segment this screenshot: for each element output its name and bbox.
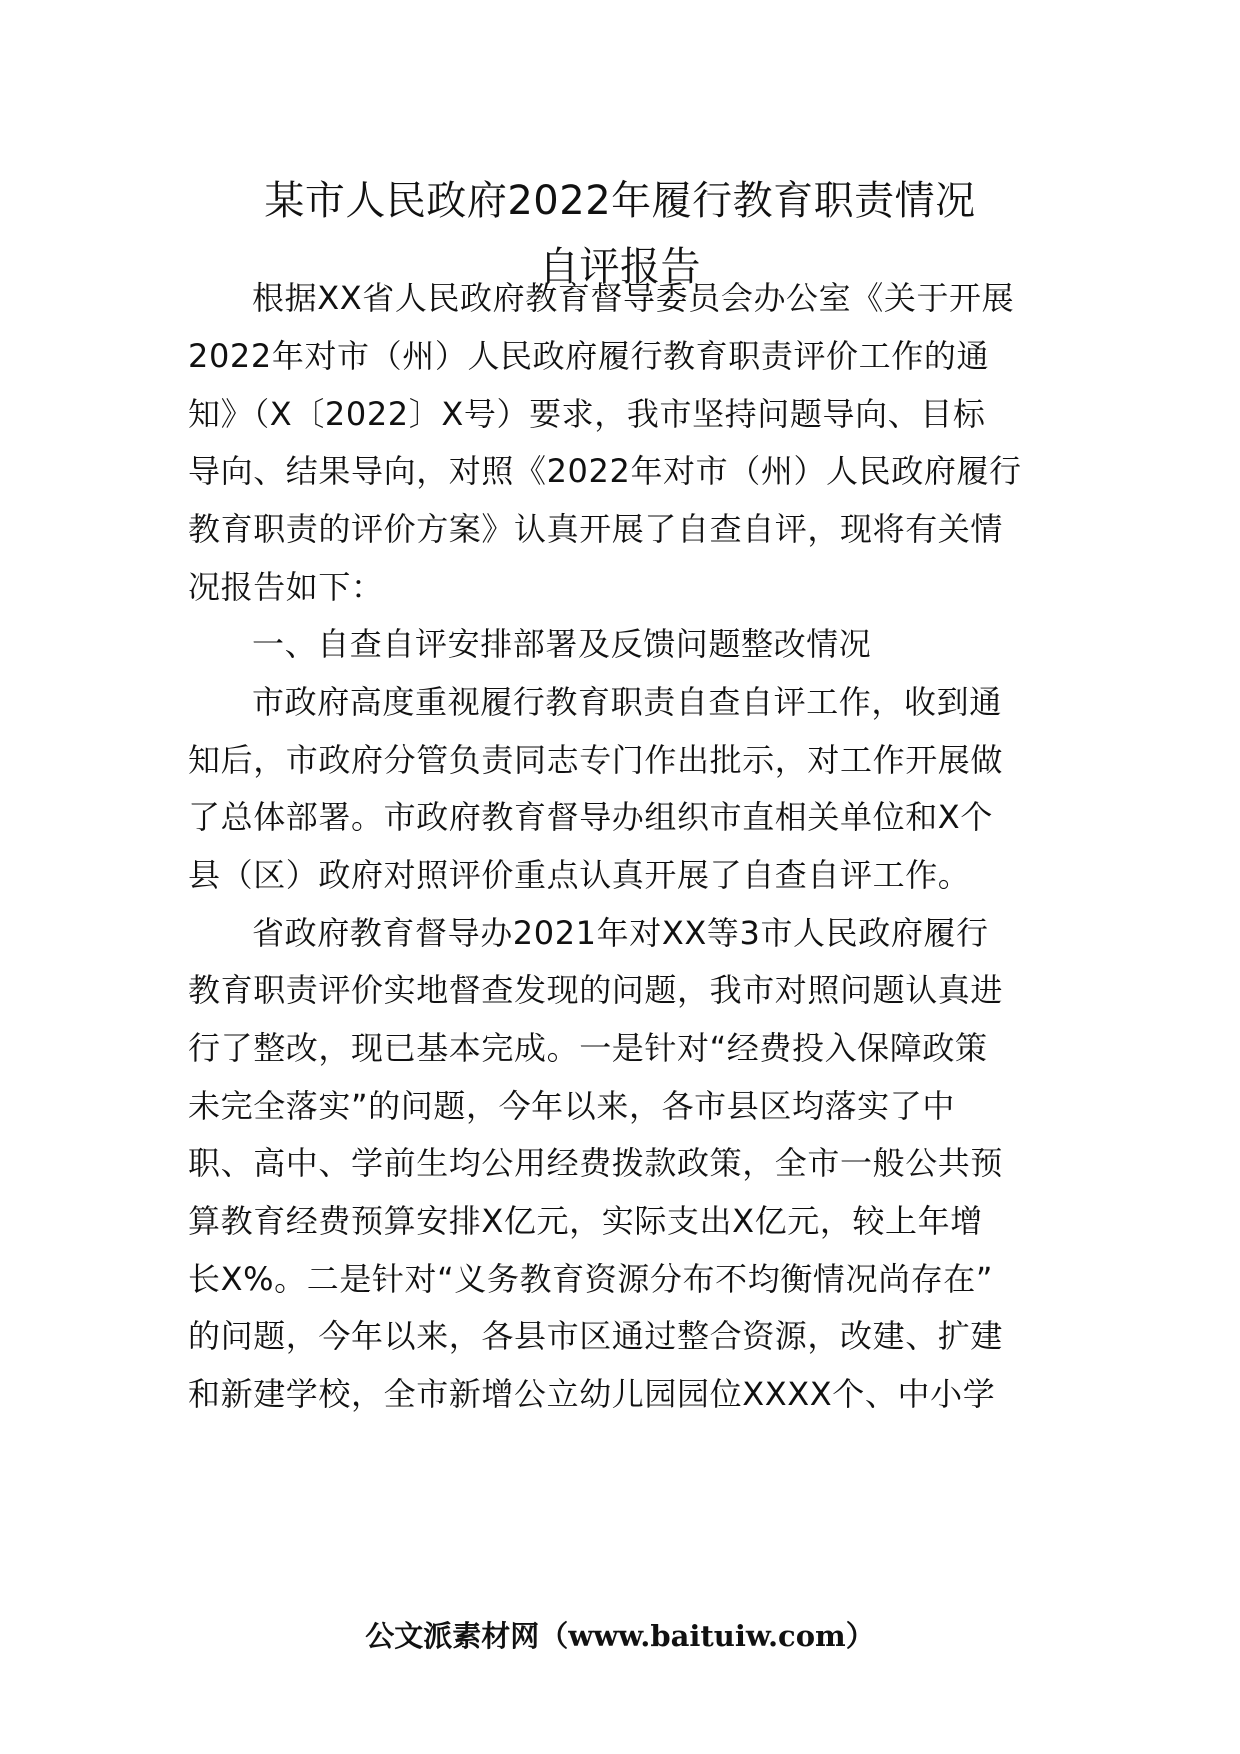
body-line: 行了整改，现已基本完成。一是针对“经费投入保障政策	[188, 1029, 988, 1067]
document-title-line-2: 自评报告	[539, 244, 701, 290]
body-line: 职、高中、学前生均公用经费拨款政策，全市一般公共预	[188, 1144, 1004, 1182]
body-line: 知后，市政府分管负责同志专门作出批示，对工作开展做	[188, 741, 1004, 779]
body-line: 教育职责的评价方案》认真开展了自查自评，现将有关情	[188, 510, 1004, 548]
body-line: 知》（X〔2022〕X号）要求，我市坚持问题导向、目标	[188, 395, 986, 433]
body-line: 的问题，今年以来，各县市区通过整合资源，改建、扩建	[188, 1317, 1004, 1355]
body-line: 算教育经费预算安排X亿元，实际支出X亿元，较上年增	[188, 1202, 983, 1240]
body-line: 未完全落实”的问题，今年以来，各市县区均落实了中	[188, 1087, 955, 1125]
body-line: 省政府教育督导办2021年对XX等3市人民政府履行	[252, 914, 989, 952]
body-line: 和新建学校，全市新增公立幼儿园园位XXXX个、中小学	[188, 1375, 996, 1413]
document-title-line-1: 某市人民政府2022年履行教育职责情况	[264, 178, 976, 224]
body-line: 市政府高度重视履行教育职责自查自评工作，收到通	[252, 683, 1002, 721]
body-line: 了总体部署。市政府教育督导办组织市直相关单位和X个	[188, 798, 993, 836]
body-line: 根据XX省人民政府教育督导委员会办公室《关于开展	[252, 279, 1015, 317]
footer-watermark: 公文派素材网（www.baituiw.com）	[365, 1619, 875, 1653]
body-line: 2022年对市（州）人民政府履行教育职责评价工作的通	[188, 337, 990, 375]
section-heading: 一、自查自评安排部署及反馈问题整改情况	[252, 625, 872, 663]
body-line: 导向、结果导向，对照《2022年对市（州）人民政府履行	[188, 452, 1022, 490]
body-line: 教育职责评价实地督查发现的问题，我市对照问题认真进	[188, 971, 1004, 1009]
body-line: 县（区）政府对照评价重点认真开展了自查自评工作。	[188, 856, 971, 894]
body-line: 长X%。二是针对“义务教育资源分布不均衡情况尚存在”	[188, 1260, 994, 1298]
body-line: 况报告如下：	[188, 568, 384, 606]
